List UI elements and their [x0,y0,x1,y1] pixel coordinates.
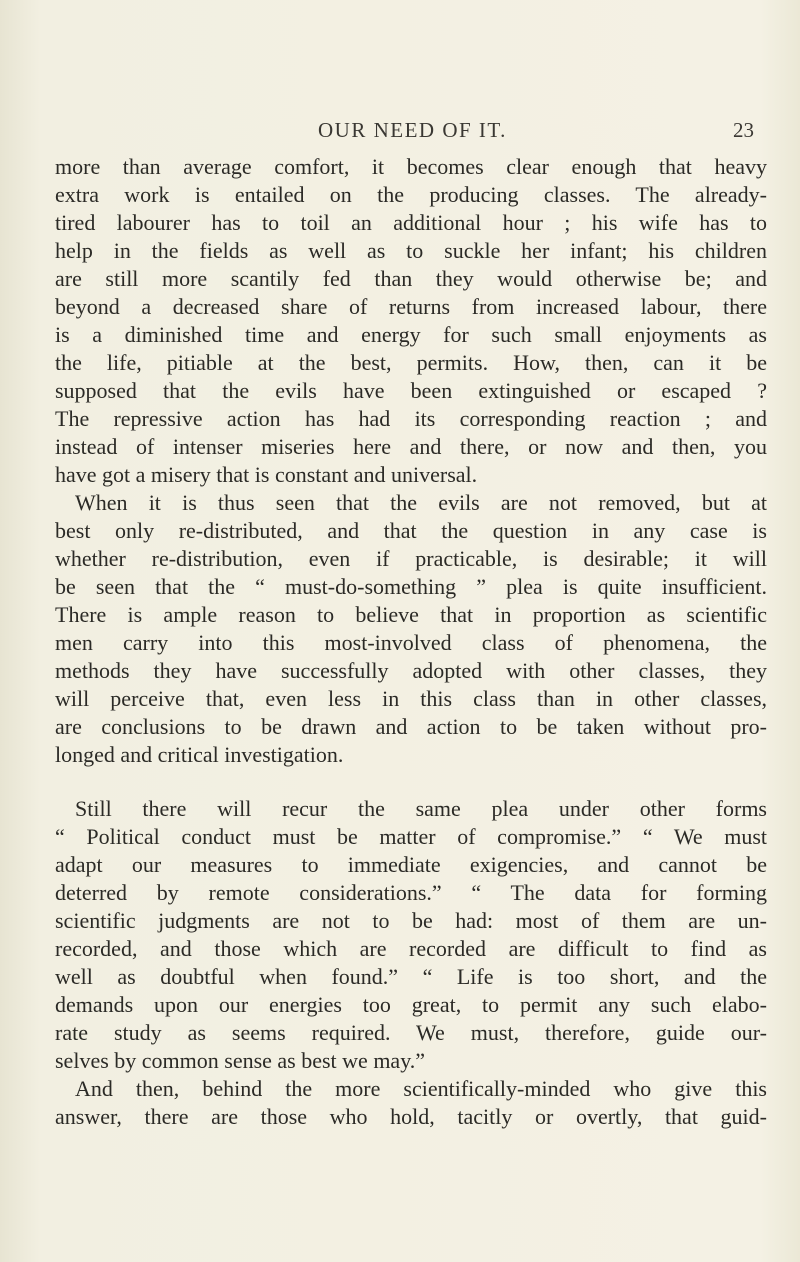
running-title: OUR NEED OF IT. [318,118,507,142]
text-line: men carry into this most-involved class of phenomena, the [55,630,767,655]
body-text [55,153,767,1131]
text-line: longed and critical investigation. [55,742,344,767]
paragraph-1 [55,153,767,489]
text-line: answer, there are those who hold, tacitly or overtly, that guid- [55,1104,767,1129]
text-line: demands upon our energies too great, to permit any such elabo- [55,992,767,1017]
text-line: When it is thus seen that the evils are not removed, but at [75,490,767,515]
text-line: tired labourer has to toil an additional hour ; his wife has to [55,210,767,235]
text-line: the life, pitiable at the best, permits. How, then, can it be [55,350,767,375]
text-line: scientific judgments are not to be had: most of them are un- [55,908,767,933]
page-number: 23 [733,118,754,142]
text-line: adapt our measures to immediate exigencies, and cannot be [55,852,767,877]
text-line: are still more scantily fed than they would otherwise be; and [55,266,767,291]
text-line: And then, behind the more scientifically-minded who give this [75,1076,767,1101]
text-line: deterred by remote considerations.” “ The data for forming [55,880,767,905]
running-head [0,118,800,148]
text-line: more than average comfort, it becomes clear enough that heavy [55,154,767,179]
paragraph-2 [55,489,767,769]
text-line: be seen that the “ must-do-something ” plea is quite insufficient. [55,574,767,599]
text-line: methods they have successfully adopted with other classes, they [55,658,767,683]
text-line: will perceive that, even less in this class than in other classes, [55,686,767,711]
paragraph-4 [55,1075,767,1131]
text-line: There is ample reason to believe that in proportion as scientific [55,602,767,627]
text-line: extra work is entailed on the producing classes. The already- [55,182,767,207]
text-line: selves by common sense as best we may.” [55,1048,426,1073]
text-line: are conclusions to be drawn and action to be taken without pro- [55,714,767,739]
paragraph-spacing [55,769,767,795]
text-line: The repressive action has had its corresponding reaction ; and [55,406,767,431]
paragraph-3 [55,795,767,1075]
text-line: “ Political conduct must be matter of compromise.” “ We must [55,824,767,849]
text-line: whether re-distribution, even if practicable, is desirable; it will [55,546,767,571]
text-line: recorded, and those which are recorded are difficult to find as [55,936,767,961]
text-line: Still there will recur the same plea under other forms [75,796,767,821]
text-line: supposed that the evils have been extinguished or escaped ? [55,378,767,403]
text-line: best only re-distributed, and that the question in any case is [55,518,767,543]
text-line: well as doubtful when found.” “ Life is too short, and the [55,964,767,989]
text-line: instead of intenser miseries here and there, or now and then, you [55,434,767,459]
text-line: is a diminished time and energy for such small enjoyments as [55,322,767,347]
text-line: beyond a decreased share of returns from increased labour, there [55,294,767,319]
text-line: rate study as seems required. We must, therefore, guide our- [55,1020,767,1045]
text-line: help in the fields as well as to suckle her infant; his children [55,238,767,263]
text-line: have got a misery that is constant and universal. [55,462,478,487]
